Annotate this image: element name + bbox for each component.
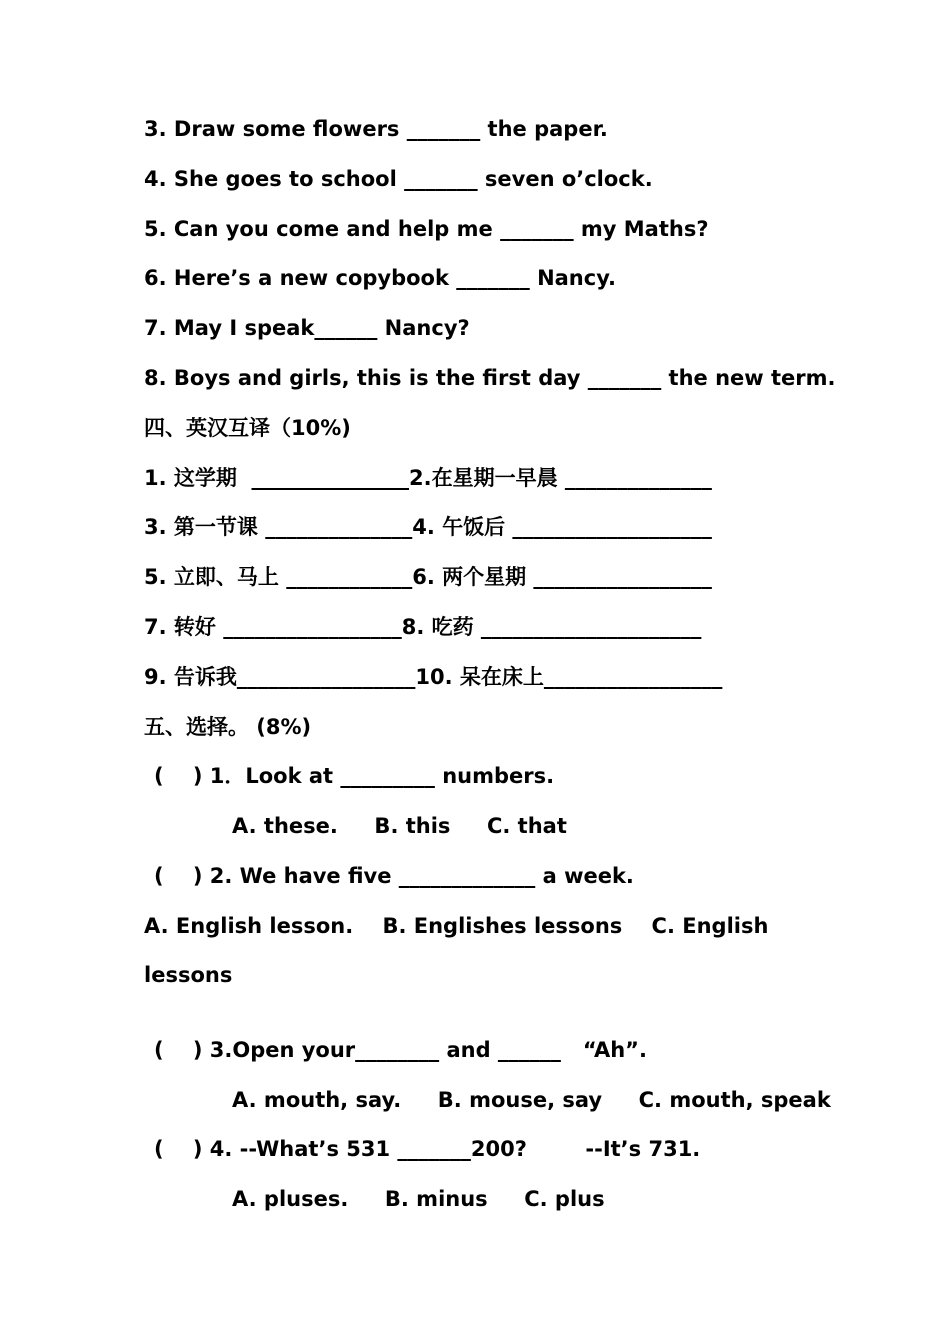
translation-row-5: 9. 告诉我_________________10. 呆在床上_________________ — [144, 665, 723, 689]
translation-row-2: 3. 第一节课 ______________4. 午饭后 ___________________ — [144, 515, 712, 539]
section-5-heading: 五、选择。 (8%) — [144, 715, 312, 739]
choice-question-1-options: A. these. B. this C. that — [232, 814, 567, 838]
choice-question-3: ( ) 3.Open your________ and ______ “Ah”. — [154, 1038, 647, 1062]
choice-question-4: ( ) 4. --What’s 531 _______200? --It’s 731. — [154, 1137, 701, 1161]
fill-blank-item-3: 3. Draw some flowers _______ the paper. — [144, 117, 608, 141]
choice-question-2: ( ) 2. We have five _____________ a week. — [154, 864, 634, 888]
translation-row-4: 7. 转好 _________________8. 吃药 _____________________ — [144, 615, 702, 639]
translation-row-3: 5. 立即、马上 ____________6. 两个星期 _________________ — [144, 565, 712, 589]
fill-blank-item-5: 5. Can you come and help me _______ my Maths? — [144, 217, 709, 241]
choice-question-2-options-wrap: lessons — [144, 963, 233, 987]
fill-blank-item-6: 6. Here’s a new copybook _______ Nancy. — [144, 266, 616, 290]
choice-question-1: ( ) 1．Look at _________ numbers. — [154, 764, 555, 788]
fill-blank-item-8: 8. Boys and girls, this is the first day _______ the new term. — [144, 366, 836, 390]
choice-question-3-options: A. mouth, say. B. mouse, say C. mouth, speak — [232, 1088, 831, 1112]
translation-row-1: 1. 这学期 _______________2.在星期一早晨 ______________ — [144, 466, 712, 490]
section-4-heading: 四、英汉互译（10%) — [144, 416, 351, 440]
fill-blank-item-4: 4. She goes to school _______ seven o’clock. — [144, 167, 653, 191]
choice-question-2-options: A. English lesson. B. Englishes lessons C. English — [144, 914, 769, 938]
fill-blank-item-7: 7. May I speak______ Nancy? — [144, 316, 470, 340]
choice-question-4-options: A. pluses. B. minus C. plus — [232, 1187, 605, 1211]
